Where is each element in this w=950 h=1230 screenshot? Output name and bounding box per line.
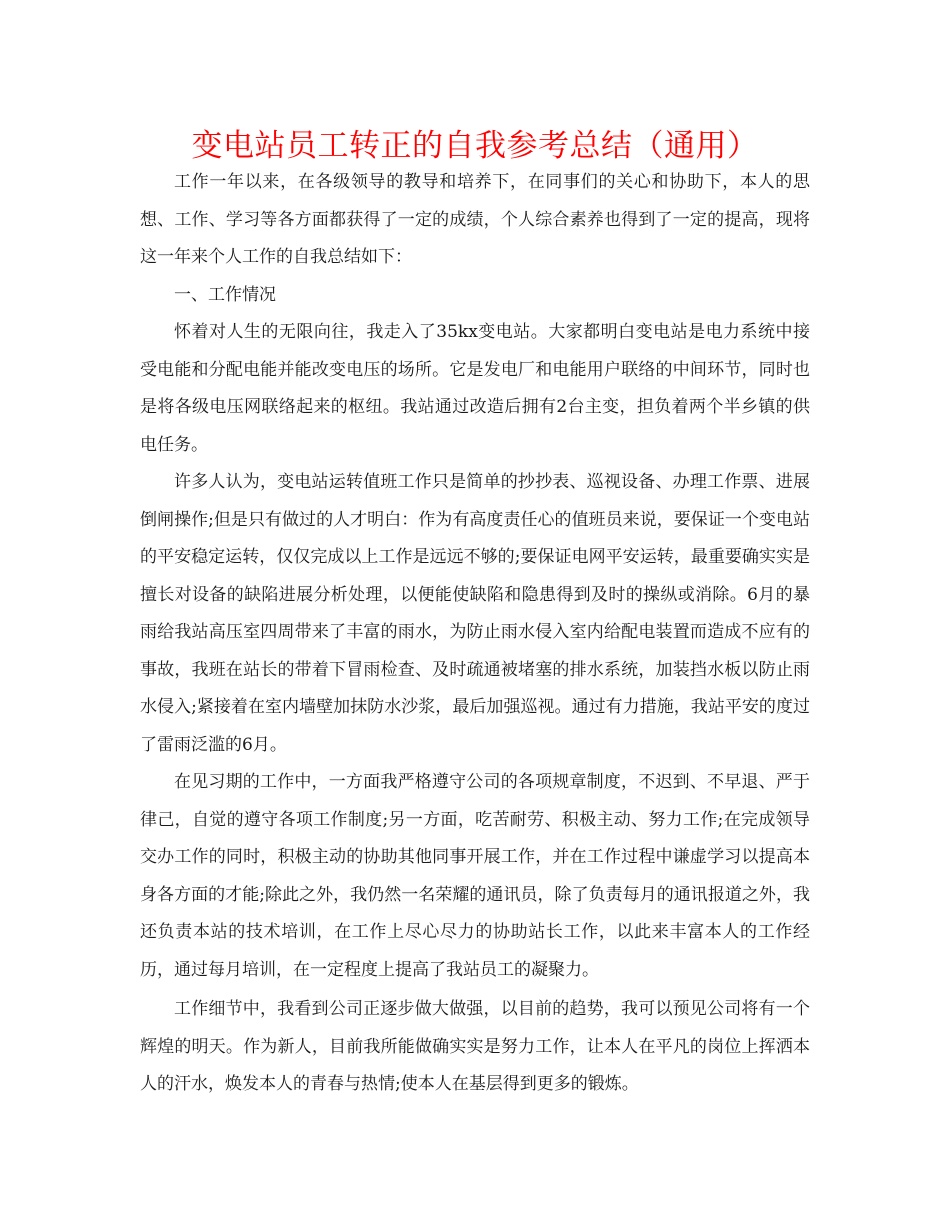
section-heading-work-status: 一、工作情况: [174, 284, 276, 305]
paragraph-duty-work: 许多人认为，变电站运转值班工作只是简单的抄抄表、巡视设备、办理工作票、进展倒闸操作;但是只有做过的人才明白：作为有高度责任心的值班员来说，要保证一个变电站的平安稳定运转，仅仅完成以上工作是远远不够的;要保证电网平安运转，最重要确实实是擅长对设备的缺陷进展分析处理，以便能使缺陷和隐患得到及时的操纵或消除。6月的暴雨给我站高压室四周带来了丰富的雨水，为防止雨水侵入室内给配电装置而造成不应有的事故，我班在站长的带着下冒雨检查、及时疏通被堵塞的排水系统，加装挡水板以防止雨水侵入;紧接着在室内墙壁加抹防水沙浆，最后加强巡视。通过有力措施，我站平安的度过了雷雨泛滥的6月。: [140, 472, 810, 755]
paragraph-outlook: 工作细节中，我看到公司正逐步做大做强，以目前的趋势，我可以预见公司将有一个辉煌的明天。作为新人，目前我所能做确实实是努力工作，让本人在平凡的岗位上挥洒本人的汗水，焕发本人的青春与热情;使本人在基层得到更多的锻炼。: [140, 999, 810, 1094]
paragraph-probation: 在见习期的工作中，一方面我严格遵守公司的各项规章制度，不迟到、不早退、严于律己，自觉的遵守各项工作制度;另一方面，吃苦耐劳、积极主动、努力工作;在完成领导交办工作的同时，积极主动的协助其他同事开展工作，并在工作过程中谦虚学习以提高本身各方面的才能;除此之外，我仍然一名荣耀的通讯员，除了负责每月的通讯报道之外，我还负责本站的技术培训，在工作上尽心尽力的协助站长工作，以此来丰富本人的工作经历，通过每月培训，在一定程度上提高了我站员工的凝聚力。: [140, 772, 810, 980]
document-title: 变电站员工转正的自我参考总结（通用）: [191, 128, 759, 164]
paragraph-substation: 怀着对人生的无限向往，我走入了35kx变电站。大家都明白变电站是电力系统中接受电能和分配电能并能改变电压的场所。它是发电厂和电能用户联络的中间环节，同时也是将各级电压网联络起来的枢纽。我站通过改造后拥有2台主变，担负着两个半乡镇的供电任务。: [140, 322, 810, 455]
paragraph-intro: 工作一年以来，在各级领导的教导和培养下，在同事们的关心和协助下，本人的思想、工作、学习等各方面都获得了一定的成绩，个人综合素养也得到了一定的提高，现将这一年来个人工作的自我总结如下：: [140, 172, 810, 267]
document-body: [140, 164, 810, 1104]
